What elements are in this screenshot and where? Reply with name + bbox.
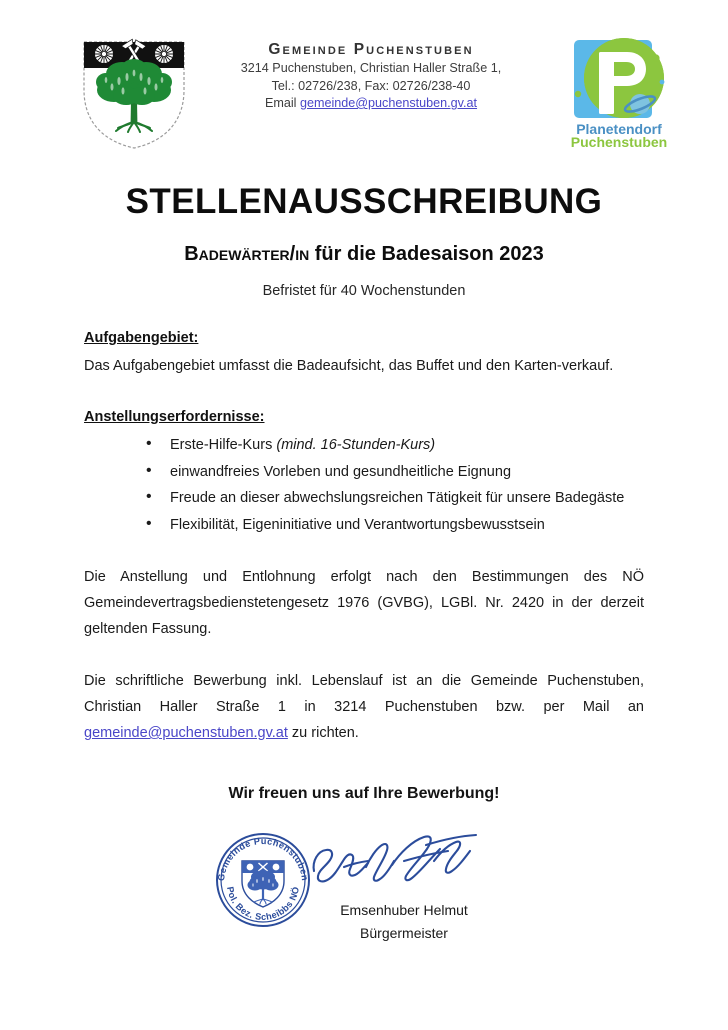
requirement-note: (mind. 16-Stunden-Kurs): [276, 437, 436, 453]
address-line: 3214 Puchenstuben, Christian Haller Straße 1,: [240, 61, 502, 75]
job-subtitle-season: für die Badesaison 2023: [309, 243, 544, 265]
application-text-before: Die schriftliche Bewerbung inkl. Lebenslauf ist an die Gemeinde Puchenstuben, Christian Haller Straße 1 in 3214 Puchenstuben bzw. per Mail an: [84, 673, 644, 715]
stamp-bottom-text: Pol. Bez. Scheibbs NÖ: [225, 885, 302, 923]
requirement-text: Flexibilität, Eigeninitiative und Verantwortungsbewusstsein: [170, 516, 545, 533]
logo-line-2: Puchenstuben: [570, 134, 668, 150]
tasks-text: Das Aufgabengebiet umfasst die Badeaufsicht, das Buffet und den Karten-verkauf.: [84, 358, 614, 374]
email-label: Email: [264, 96, 300, 110]
signature-area: [0, 826, 728, 956]
signer-name: Emsenhuber Helmut: [340, 902, 468, 918]
requirements-list: [84, 432, 644, 538]
municipality-name: Gemeinde Puchenstuben: [268, 41, 474, 58]
phone-line: Tel.: 02726/238, Fax: 02726/238-40: [271, 78, 471, 93]
requirement-text: einwandfreies Vorleben und gesundheitliche Eignung: [170, 463, 512, 480]
requirement-text: Erste-Hilfe-Kurs: [170, 437, 277, 453]
closing-line: Wir freuen uns auf Ihre Bewerbung!: [228, 785, 500, 802]
job-subtitle-role: Badewärter: [184, 243, 290, 265]
handwritten-signature: [308, 831, 483, 893]
requirements-heading: Anstellungserfordernisse:: [84, 409, 265, 425]
header-email-link[interactable]: gemeinde@puchenstuben.gv.at: [299, 96, 478, 110]
coat-of-arms-icon: [78, 38, 190, 152]
application-paragraph: [84, 668, 644, 746]
signer-role: Bürgermeister: [360, 925, 448, 941]
planetendorf-logo: [566, 36, 672, 152]
tasks-heading: Aufgabengebiet:: [84, 330, 199, 346]
list-item: [146, 485, 644, 512]
page-title: STELLENAUSSCHREIBUNG: [125, 182, 603, 221]
stamp-top-text: Gemeinde Puchenstuben: [215, 835, 311, 882]
list-item: [146, 432, 644, 459]
letterhead: [0, 34, 728, 154]
logo-line-1: Planetendorf: [576, 121, 662, 137]
requirement-text: Freude an dieser abwechslungsreichen Tätigkeit für unsere Badegäste: [170, 490, 625, 506]
application-email-link[interactable]: gemeinde@puchenstuben.gv.at: [84, 725, 288, 741]
job-hours-note: Befristet für 40 Wochenstunden: [262, 283, 466, 299]
job-subtitle-role-fem: in: [295, 243, 310, 265]
letterhead-text: [196, 40, 546, 113]
legal-paragraph: Die Anstellung und Entlohnung erfolgt nach den Bestimmungen des NÖ Gemeindevertragsbedienstetengesetz 1976 (GVBG), LGBl. Nr. 2420 in der derzeit geltenden Fassung.: [84, 569, 644, 637]
job-subtitle-slash: /: [289, 243, 296, 265]
job-subtitle: [0, 243, 728, 266]
application-text-after: zu richten.: [287, 725, 359, 741]
list-item: [146, 459, 644, 486]
document-body: [84, 330, 644, 746]
email-line: [196, 95, 546, 113]
list-item: [146, 512, 644, 539]
